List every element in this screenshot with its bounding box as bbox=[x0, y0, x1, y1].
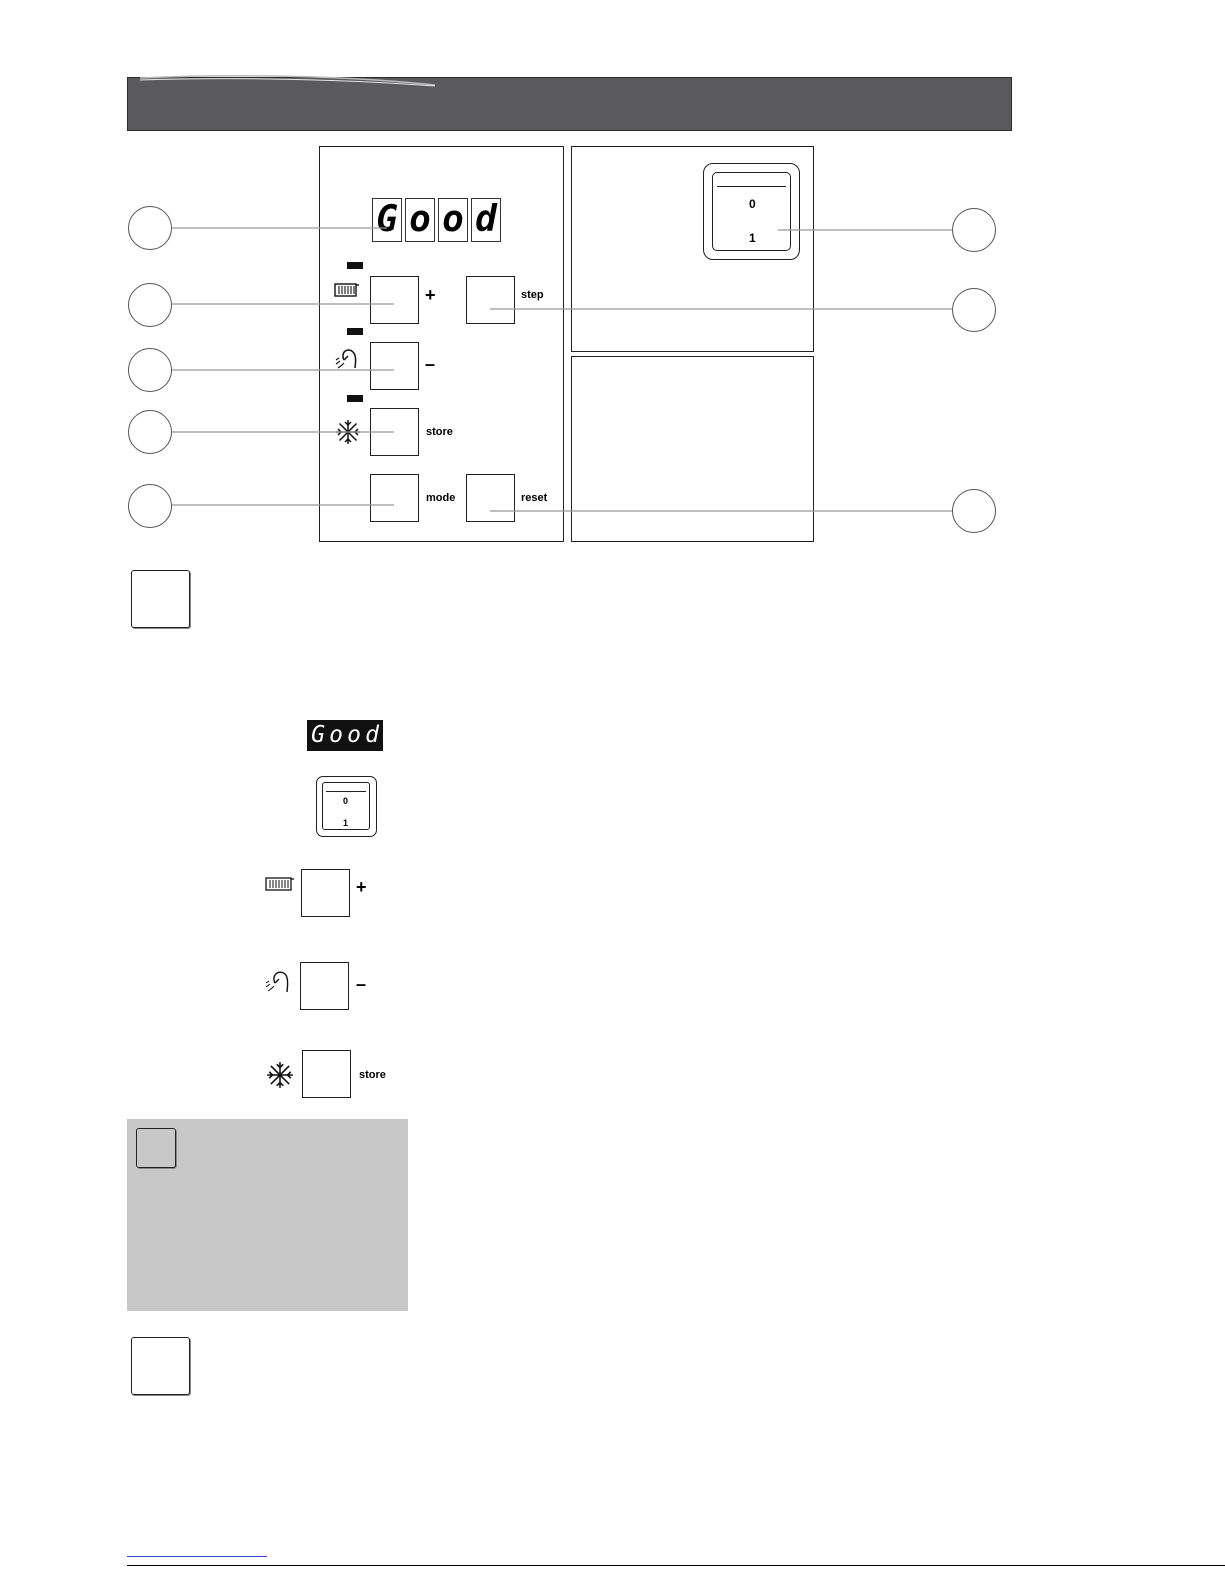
callout-circle bbox=[128, 206, 172, 250]
switch-on-label: 1 bbox=[749, 231, 756, 245]
switch-off-label: 0 bbox=[343, 796, 349, 806]
switch-top-edge bbox=[326, 785, 366, 792]
display-digit: G bbox=[311, 722, 325, 748]
switch-off-label: 0 bbox=[749, 197, 756, 211]
callout-leader-lines bbox=[0, 0, 1225, 560]
legend-plus-button bbox=[301, 869, 350, 917]
shower-icon bbox=[263, 968, 293, 999]
callout-circle bbox=[952, 208, 996, 252]
store-label: store bbox=[426, 426, 453, 438]
minus-sign: – bbox=[425, 354, 436, 374]
legend-power-switch bbox=[316, 776, 377, 837]
minus-sign: – bbox=[356, 974, 367, 994]
note-icon-box bbox=[131, 1337, 190, 1395]
legend-segment-display bbox=[307, 720, 383, 751]
plus-sign: + bbox=[356, 877, 367, 897]
step-label: step bbox=[521, 289, 544, 301]
legend-store-button bbox=[302, 1050, 351, 1098]
mode-label: mode bbox=[426, 492, 456, 504]
display-digit: o bbox=[405, 198, 435, 242]
legend-minus-button bbox=[300, 962, 349, 1010]
callout-circle bbox=[128, 283, 172, 327]
callout-circle bbox=[128, 410, 172, 454]
note-icon-box bbox=[131, 570, 190, 628]
callout-circle bbox=[128, 348, 172, 392]
callout-circle bbox=[128, 484, 172, 528]
display-digit: G bbox=[372, 198, 402, 242]
display-digit: o bbox=[347, 722, 361, 748]
info-icon-box bbox=[136, 1128, 176, 1168]
switch-on-label: 1 bbox=[343, 818, 349, 828]
display-digit: o bbox=[438, 198, 468, 242]
display-digit: d bbox=[365, 722, 379, 748]
display-digit: o bbox=[329, 722, 343, 748]
store-label: store bbox=[359, 1069, 386, 1081]
plus-sign: + bbox=[425, 285, 436, 305]
radiator-icon bbox=[265, 876, 295, 897]
footer-rule bbox=[127, 1565, 1225, 1566]
snowflake-icon bbox=[265, 1060, 295, 1095]
footer-link-underline[interactable] bbox=[127, 1556, 267, 1557]
reset-label: reset bbox=[521, 492, 548, 504]
display-digit: d bbox=[471, 198, 501, 242]
callout-circle bbox=[952, 288, 996, 332]
callout-circle bbox=[952, 489, 996, 533]
